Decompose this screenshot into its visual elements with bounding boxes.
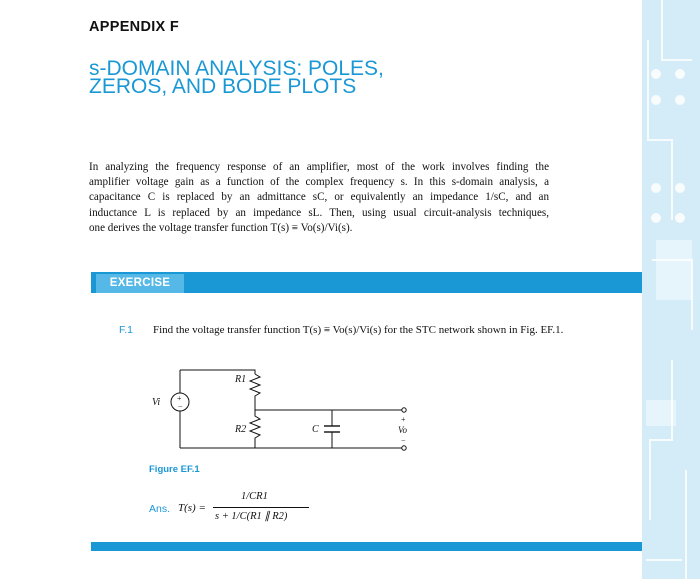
r1-resistor (250, 374, 260, 410)
decorative-side-panel (642, 0, 700, 579)
output-minus-label: − (401, 436, 406, 445)
intro-line: one derives the voltage transfer function T(s) ≡ Vo(s)/Vi(s). (89, 221, 353, 234)
intro-paragraph (89, 160, 549, 236)
answer-label: Ans. (149, 503, 171, 515)
exercise-bottom-bar (91, 542, 642, 551)
fraction-bar (213, 507, 309, 508)
problem-text: Find the voltage transfer function T(s) ≡ Vo(s)/Vi(s) for the STC network shown in Fig. EF.1. (153, 324, 564, 336)
intro-line: In analyzing the frequency response of an amplifier, most of the work involves finding the (89, 161, 549, 173)
intro-line: inductance L is replaced by an impedance sL. Then, using usual circuit-analysis techniques, (89, 206, 549, 219)
r2-resistor (250, 410, 260, 448)
figure-caption: Figure EF.1 (149, 464, 200, 475)
circuit-pattern-decoration (642, 0, 700, 579)
answer-numerator: 1/CR1 (241, 491, 268, 502)
intro-line: amplifier voltage gain as a function of the complex frequency s. In this s-domain analysis, a (89, 176, 549, 189)
circuit-diagram (140, 360, 430, 460)
output-terminal-bottom (402, 446, 406, 450)
source-minus-label: − (178, 402, 183, 411)
intro-line: capacitance C is replaced by an admittance sC, or equivalently an impedance 1/sC, and an (89, 191, 549, 204)
exercise-tab: EXERCISE (96, 274, 184, 293)
output-terminal-top (402, 408, 406, 412)
r2-label: R2 (235, 424, 247, 435)
chapter-title (89, 57, 509, 98)
chapter-title-line-1: s-DOMAIN ANALYSIS: POLES, (89, 57, 384, 80)
source-label: Vi (152, 397, 161, 408)
appendix-label: APPENDIX F (89, 19, 180, 35)
output-plus-label: + (401, 415, 406, 424)
output-label: Vo (398, 425, 407, 435)
source-plus-label: + (177, 394, 182, 403)
answer-denominator: s + 1/C(R1 ∥ R2) (215, 511, 288, 522)
r1-label: R1 (235, 374, 247, 385)
chapter-title-line-2: ZEROS, AND BODE PLOTS (89, 75, 357, 98)
answer-lhs: T(s) = (178, 502, 206, 514)
capacitor-label: C (312, 424, 319, 435)
problem-number: F.1 (119, 324, 134, 336)
